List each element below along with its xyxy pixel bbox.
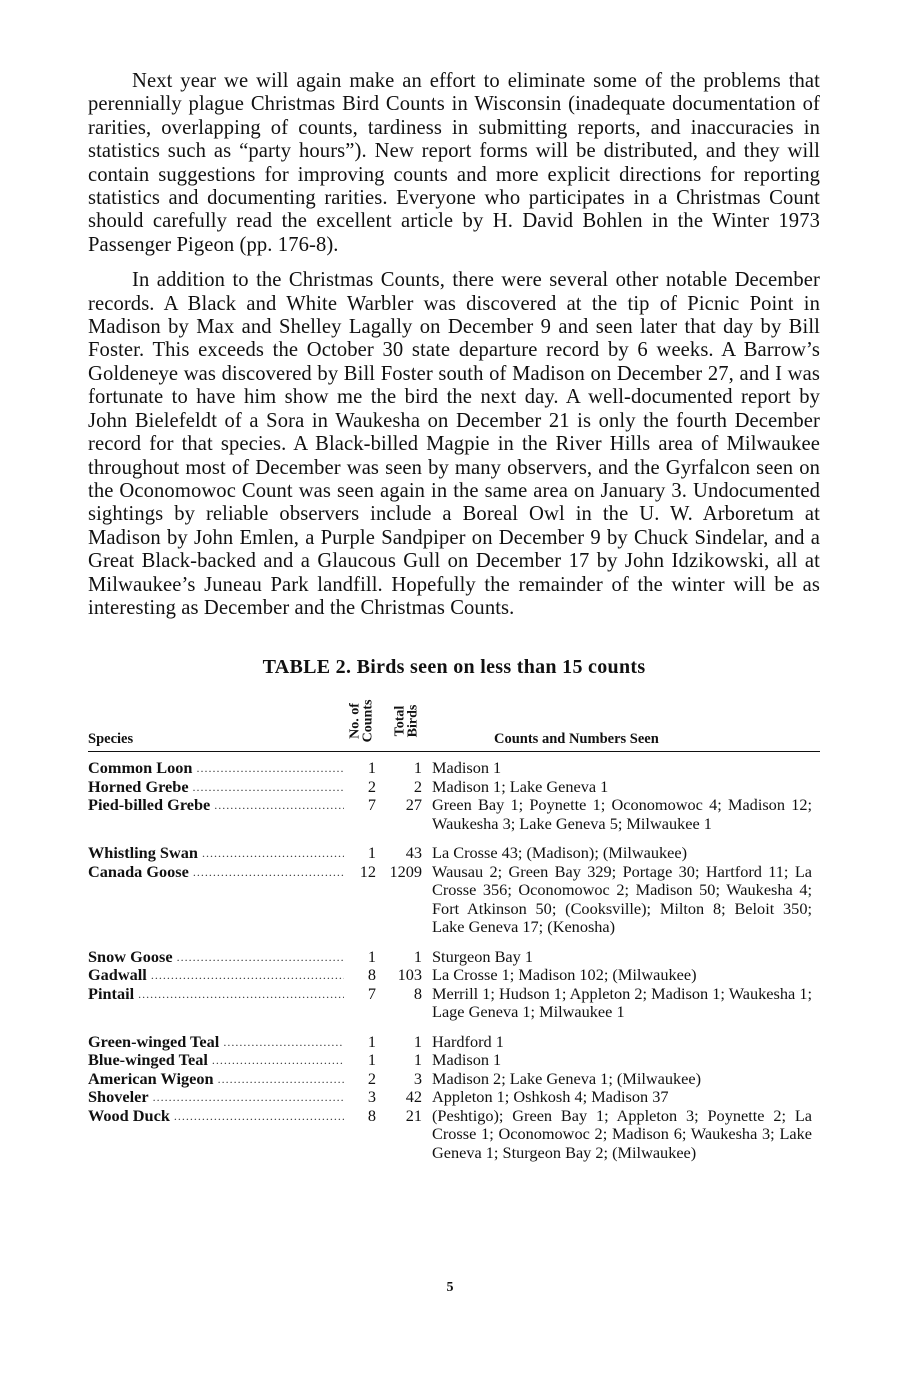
counts-seen: Madison 2; Lake Geneva 1; (Milwaukee): [432, 1068, 702, 1088]
leader-dots: [138, 985, 344, 1004]
counts-seen: (Peshtigo); Green Bay 1; Appleton 3; Poynette 2; La Crosse 1; Oconomowoc 2; Madison 6; Waukesha 3; Lake Geneva 1; Sturgeon Bay 2; (Milwaukee): [432, 1105, 812, 1162]
table-header: [88, 693, 820, 752]
table-row: [88, 1107, 820, 1163]
counts-seen: La Crosse 43; (Madison); (Milwaukee): [432, 843, 688, 863]
table-row: [88, 1088, 820, 1107]
table-row: [88, 966, 820, 985]
leader-dots: [214, 796, 344, 815]
table-row: [88, 1070, 820, 1089]
document-page: [88, 70, 820, 1162]
leader-dots: [218, 1070, 344, 1089]
num-counts: 1: [367, 758, 376, 778]
num-counts: 1: [367, 1050, 376, 1070]
species-name: Pied-billed Grebe: [88, 796, 211, 815]
counts-seen: Merrill 1; Hudson 1; Appleton 2; Madison 1; Waukesha 1; Lage Geneva 1; Milwaukee 1: [432, 983, 812, 1022]
counts-seen: Madison 1: [432, 758, 502, 778]
species-name: Green-winged Teal: [88, 1032, 220, 1051]
counts-seen: Madison 1; Lake Geneva 1: [432, 776, 609, 796]
total-birds: 27: [405, 795, 422, 815]
species-name: Whistling Swan: [88, 844, 198, 863]
num-counts: 8: [367, 965, 376, 985]
leader-dots: [223, 1033, 344, 1052]
species-name: Snow Goose: [88, 947, 173, 966]
total-birds: 42: [405, 1087, 422, 1107]
num-counts: 7: [367, 795, 376, 815]
num-counts: 12: [359, 861, 376, 881]
header-num-counts-cell: [345, 694, 377, 748]
counts-seen: Madison 1: [432, 1050, 502, 1070]
leader-dots: [193, 778, 344, 797]
leader-dots: [177, 948, 344, 967]
num-counts: 8: [367, 1105, 376, 1125]
num-counts: 1: [367, 843, 376, 863]
counts-seen: Green Bay 1; Poynette 1; Oconomowoc 4; Madison 12; Waukesha 3; Lake Geneva 5; Milwaukee 1: [432, 795, 812, 833]
num-counts: 3: [367, 1087, 376, 1107]
header-total-birds: Total Birds: [392, 705, 420, 738]
total-birds: 1: [413, 1050, 422, 1070]
species-name: Shoveler: [88, 1088, 149, 1107]
num-counts: 1: [367, 1031, 376, 1051]
table-row: [88, 759, 820, 778]
counts-seen: Wausau 2; Green Bay 329; Portage 30; Hartford 11; La Crosse 356; Oconomowoc 2; Madison 50; Waukesha 4; Fort Atkinson 50; (Cooksville); Milton 8; Beloit 350; Lake Geneva 17; (Kenosha): [432, 861, 812, 937]
leader-dots: [197, 759, 345, 778]
species-name: American Wigeon: [88, 1069, 214, 1088]
paragraph-christmas-count-forms: Next year we will again make an effort to eliminate some of the problems that perennially plague Christmas Bird Counts in Wisconsin (inadequate documentation of rarities, overlapping of counts, tardiness in submitting reports, and inaccuracies in statistics such as “party hours”). New report forms will be distributed, and they will contain suggestions for improving counts and more explicit directions for reporting statistics and documenting rarities. Everyone who participates in a Christmas Count should carefully read the excellent article by H. David Bohlen in the Winter 1973 Passenger Pigeon (pp. 176-8).: [88, 70, 820, 256]
species-name: Wood Duck: [88, 1106, 170, 1125]
leader-dots: [202, 844, 344, 863]
counts-seen: Hardford 1: [432, 1031, 504, 1051]
species-name: Common Loon: [88, 759, 193, 778]
leader-dots: [151, 966, 344, 985]
table-row: [88, 985, 820, 1022]
page-number: 5: [446, 1280, 454, 1295]
total-birds: 3: [413, 1068, 422, 1088]
total-birds: 8: [413, 983, 422, 1003]
table-row: [88, 844, 820, 863]
table-row: [88, 778, 820, 797]
total-birds: 103: [397, 965, 422, 985]
num-counts: 2: [367, 776, 376, 796]
leader-dots: [212, 1051, 344, 1070]
species-name: Blue-winged Teal: [88, 1051, 208, 1070]
table-row: [88, 1051, 820, 1070]
counts-seen: Appleton 1; Oshkosh 4; Madison 37: [432, 1087, 669, 1107]
total-birds: 43: [405, 843, 422, 863]
num-counts: 2: [367, 1068, 376, 1088]
total-birds: 1209: [389, 861, 422, 881]
num-counts: 7: [367, 983, 376, 1003]
table-row: [88, 1033, 820, 1052]
species-name: Canada Goose: [88, 862, 189, 881]
species-name: Gadwall: [88, 966, 147, 985]
counts-seen: La Crosse 1; Madison 102; (Milwaukee): [432, 965, 697, 985]
total-birds: 1: [413, 758, 422, 778]
table-row: [88, 863, 820, 937]
leader-dots: [153, 1088, 344, 1107]
species-name: Horned Grebe: [88, 777, 189, 796]
header-counts-seen: Counts and Numbers Seen: [494, 731, 659, 748]
total-birds: 21: [405, 1105, 422, 1125]
leader-dots: [174, 1107, 344, 1126]
paragraph-december-records: In addition to the Christmas Counts, there were several other notable December records. A Black and White Warbler was discovered at the tip of Picnic Point in Madison by Max and Shelley Lagally on December 9 and seen later that day by Bill Foster. This exceeds the October 30 state departure record by 6 weeks. A Barrow’s Goldeneye was discovered by Bill Foster south of Madison on December 27, and I was fortunate to have him show me the bird the next day. A well-documented report by John Bielefeldt of a Sora in Waukesha on December 21 is only the fourth December record for that species. A Black-billed Magpie in the River Hills area of Milwaukee throughout most of December was seen by many observers, and the Gyrfalcon seen on the Oconomowoc Count was seen again in the same area on January 3. Undocumented sightings by reliable observers include a Boreal Owl in the U. W. Arboretum at Madison by John Emlen, a Purple Sandpiper on December 9 by Chuck Sindelar, and a Great Black-backed and a Glaucous Gull on December 17 by John Idzikowski, all at Milwaukee’s Juneau Park landfill. Hopefully the remainder of the winter will be as interesting as December and the Christmas Counts.: [88, 269, 820, 619]
species-name: Pintail: [88, 984, 135, 1003]
total-birds: 1: [413, 946, 422, 966]
header-total-birds-cell: [390, 694, 422, 748]
num-counts: 1: [367, 946, 376, 966]
header-num-counts: No. of Counts: [347, 699, 376, 743]
total-birds: 2: [413, 776, 422, 796]
table-title: TABLE 2. Birds seen on less than 15 counts: [262, 656, 646, 679]
counts-seen: Sturgeon Bay 1: [432, 946, 534, 966]
table-row: [88, 796, 820, 833]
table-body: [88, 759, 820, 1162]
leader-dots: [193, 863, 344, 882]
total-birds: 1: [413, 1031, 422, 1051]
table-row: [88, 948, 820, 967]
header-species: Species: [88, 731, 134, 748]
